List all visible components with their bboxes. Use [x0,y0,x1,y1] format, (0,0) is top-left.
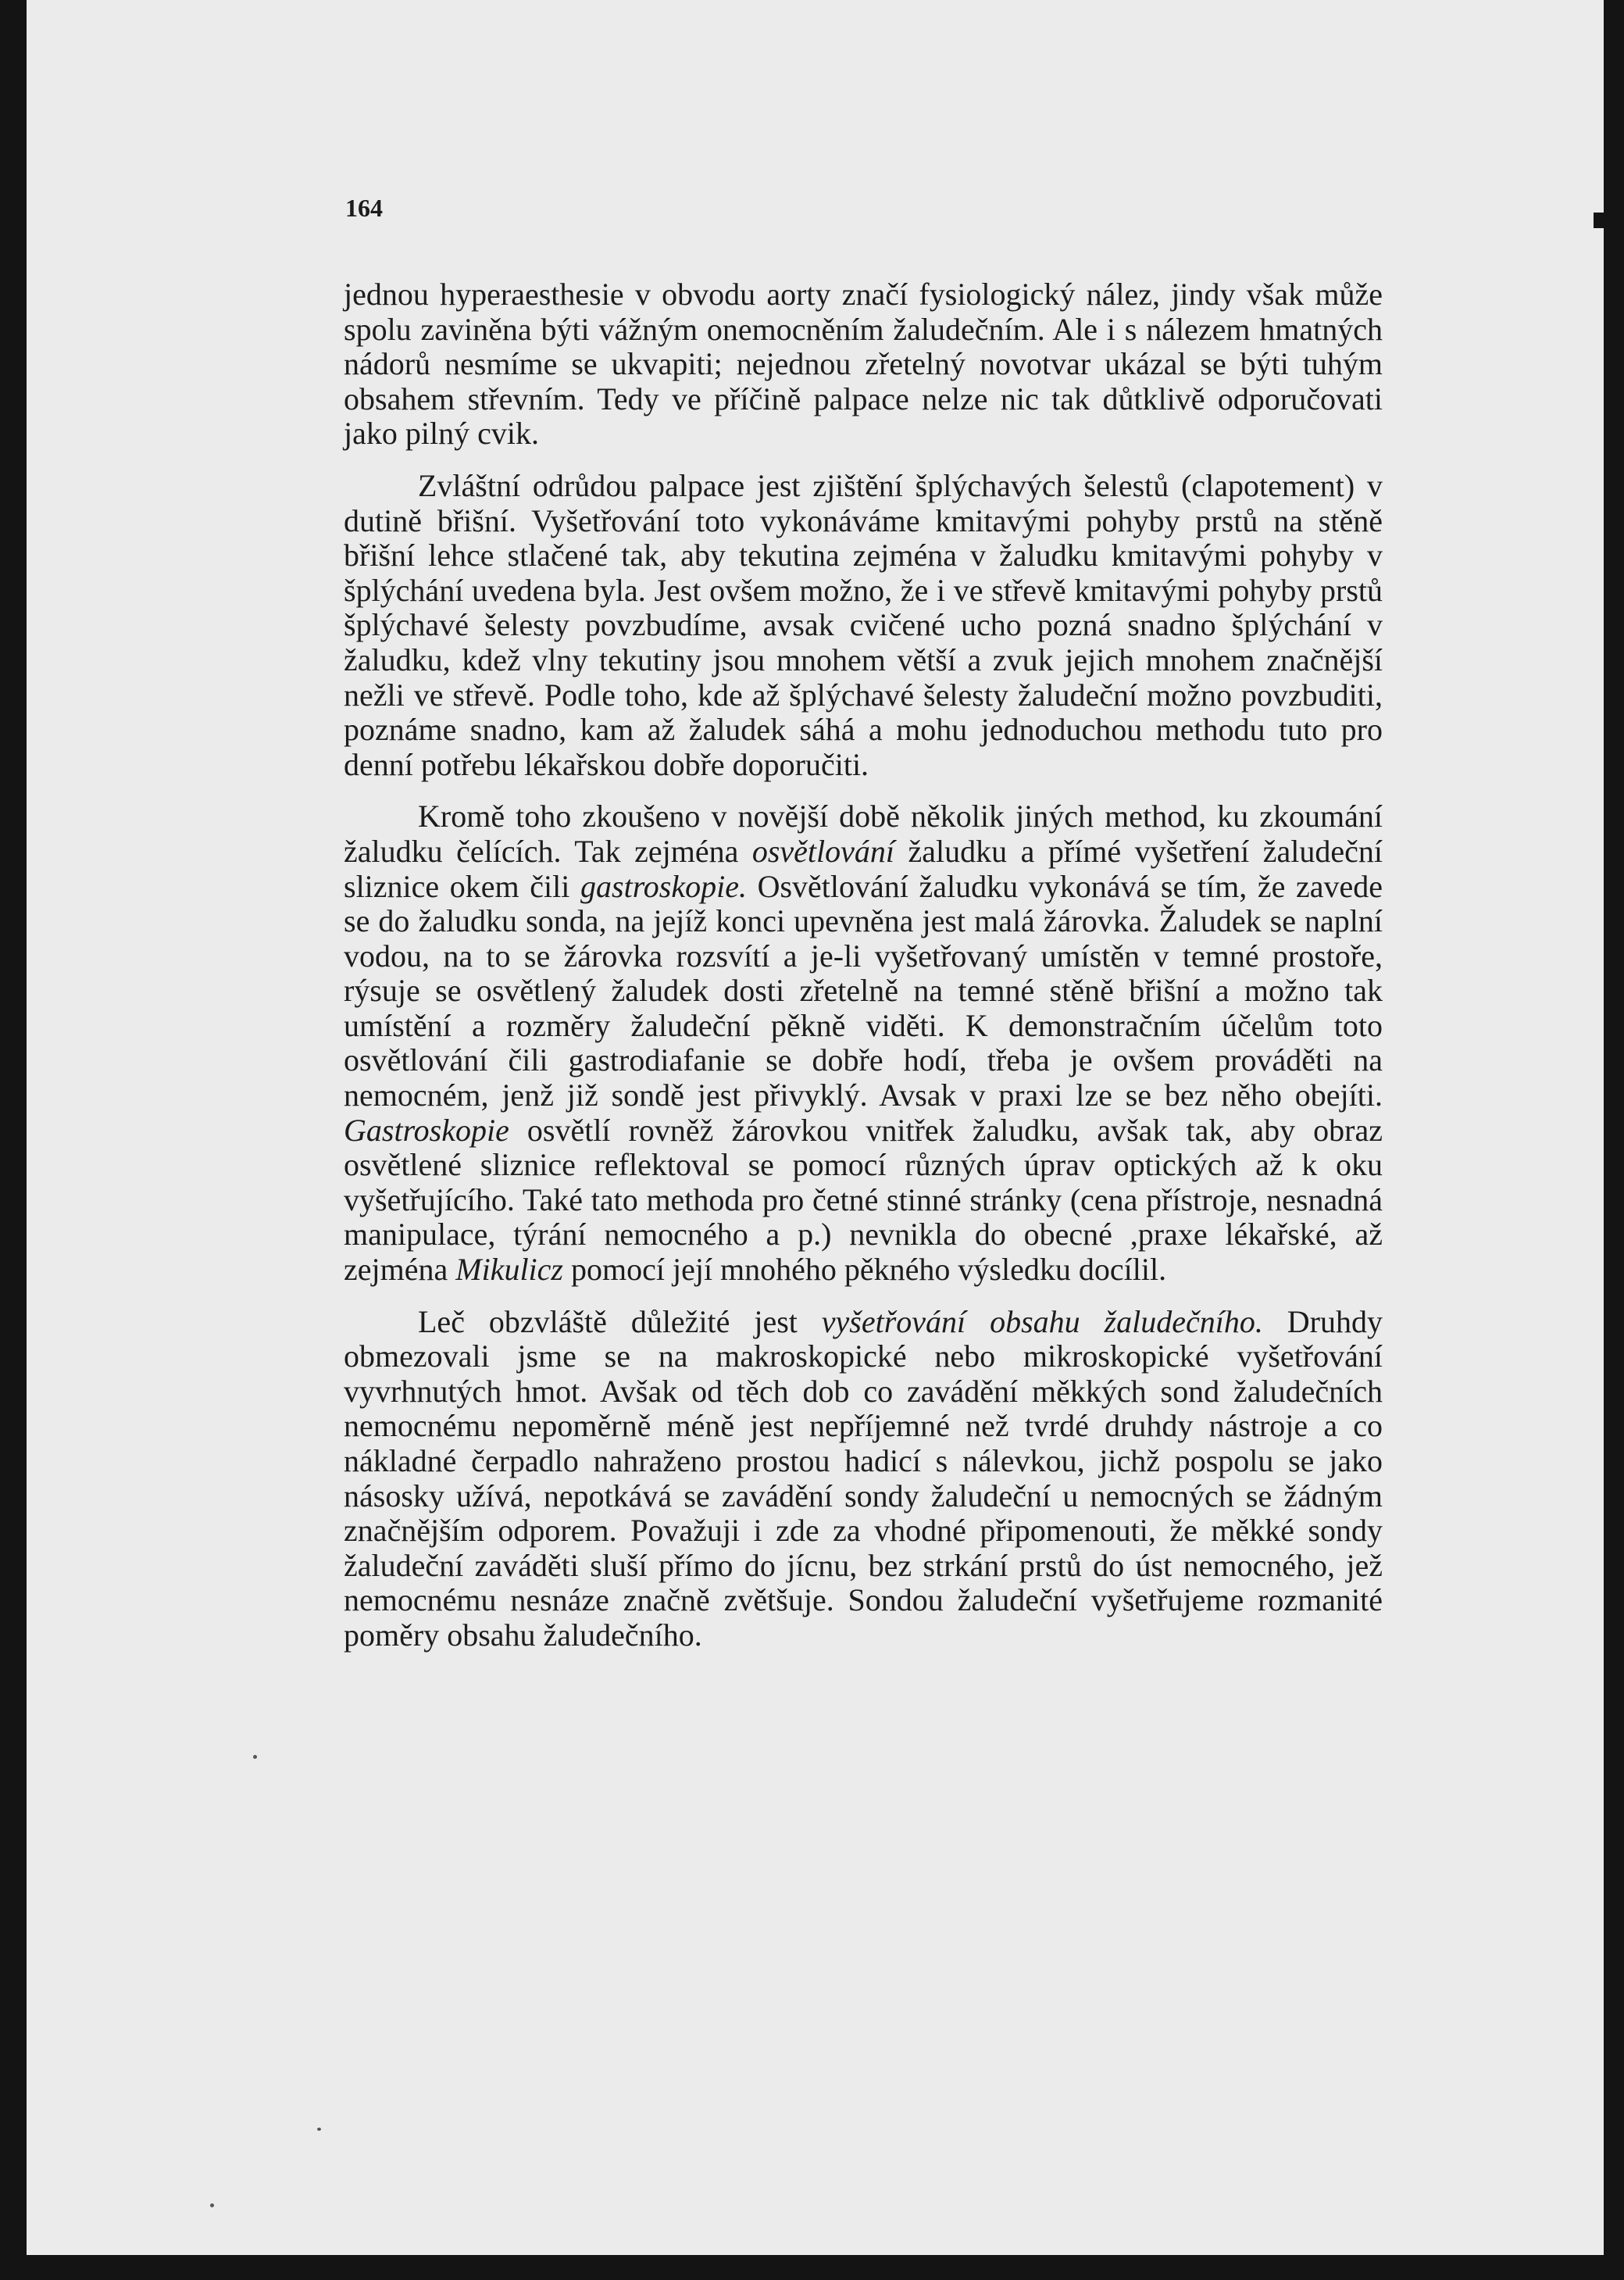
italic-term-gastroskopie: gastroskopie. [580,868,747,904]
paragraph-3-text-c: Osvětlování žaludku vykonává se tím, že zavede se do žaludku sonda, na jejíž konci upevněna jest malá žárovka. Žaludek se naplní vodou, na to se žárovka rozsvítí a je-li vyšetřovaný umístěn v temné prostoře, rýsuje se osvětlený žaludek dosti zřetelně na temné stěně břišní a možno tak umístění a rozměry žaludeční pěkně viděti. K demonstračním účelům toto osvětlování čili gastrodiafanie se dobře hodí, třeba je ovšem prováděti na nemocném, jenž již sondě jest přivyklý. Avsak v praxi lze se bez něho obejíti. [344,868,1383,1113]
paragraph-3-text-e: pomocí její mnohého pěkného výsledku docílil. [562,1252,1167,1288]
paragraph-2 [344,469,1383,782]
paragraph-1-text: jednou hyperaesthesie v obvodu aorty značí fysiologický nález, jindy však může spolu zaviněna býti vážným onemocněním žaludečním. Ale i s nálezem hmatných nádorů nesmíme se ukvapiti; nejednou zřetelný novotvar ukázal se býti tuhým obsahem střevním. Tedy ve příčině palpace nelze nic tak důtklivě odporučovati jako pilný cvik. [344,277,1383,452]
italic-name-mikulicz: Mikulicz [455,1252,563,1288]
italic-term-osvetlovani: osvětlování [751,833,895,869]
paragraph-4 [344,1305,1383,1653]
body-text [344,277,1383,1671]
scan-speck [210,2203,214,2207]
paragraph-4-text-a: Leč obzvláště důležité jest [418,1303,822,1339]
page-number: 164 [345,194,383,222]
paragraph-3-text-d: osvětlí rovněž žárovkou vnitřek žaludku, avšak tak, aby obraz osvětlené sliznice reflektoval se pomocí různých úprav optických až k oku vyšetřujícího. Také tato methoda pro četné stinné stránky (cena přístroje, nesnadná manipulace, týrání nemocného a p.) nevnikla do obecné ,praxe lékařské, až zejména [344,1112,1383,1288]
paragraph-4-text-b: Druhdy obmezovali jsme se na makroskopické nebo mikroskopické vyšetřování vyvrhnutých hmot. Avšak od těch dob co zavádění měkkých sond žaludečních nemocnému nepoměrně méně jest nepříjemné než tvrdé druhdy nástroje a co nákladné čerpadlo nahraženo prostou hadicí s nálevkou, jichž pospolu se jako násosky užívá, nepotkává se zavádění sondy žaludeční u nemocných se žádným značnějším odporem. Považuji i zde za vhodné připomenouti, že měkké sondy žaludeční zaváděti sluší přímo do jícnu, bez strkání prstů do úst nemocného, jež nemocnému nesnáze značně zvětšuje. Sondou žaludeční vyšetřujeme rozmanité poměry obsahu žaludečního. [344,1303,1383,1653]
binding-edge-mark [1594,213,1617,228]
scan-speck [253,1755,257,1759]
paragraph-2-text: Zvláštní odrůdou palpace jest zjištění šplýchavých šelestů (clapotement) v dutině břišní. Vyšetřování toto vykonáváme kmitavými pohyby prstů na stěně břišní lehce stlačené tak, aby tekutina zejména v žaludku kmitavými pohyby v šplýchání uvedena byla. Jest ovšem možno, že i ve střevě kmitavými pohyby prstů šplýchavé šelesty povzbudíme, avsak cvičené ucho pozná snadno šplýchání v žaludku, kdež vlny tekutiny jsou mnohem větší a zvuk jejich mnohem značnější nežli ve střevě. Podle toho, kde až šplýchavé šelesty žaludeční možno povzbuditi, poznáme snadno, kam až žaludek sáhá a mohu jednoduchou methodu tuto pro denní potřebu lékařskou dobře doporučiti. [344,467,1383,782]
paragraph-1 [344,277,1383,452]
italic-term-vysetrovani: vyšetřování obsahu žaludečního. [821,1303,1263,1339]
italic-term-gastroskopie-2: Gastroskopie [344,1112,509,1148]
paragraph-3-text-b: žaludku a přímé vyšetření žaludeční sliznice okem čili [344,833,1383,904]
paragraph-3 [344,799,1383,1287]
scan-speck [317,2128,321,2131]
paragraph-3-text-a: Kromě toho zkoušeno v novější době několik jiných method, ku zkoumání žaludku čelících. Tak zejména [344,799,1383,869]
page-sheet [27,0,1604,2255]
